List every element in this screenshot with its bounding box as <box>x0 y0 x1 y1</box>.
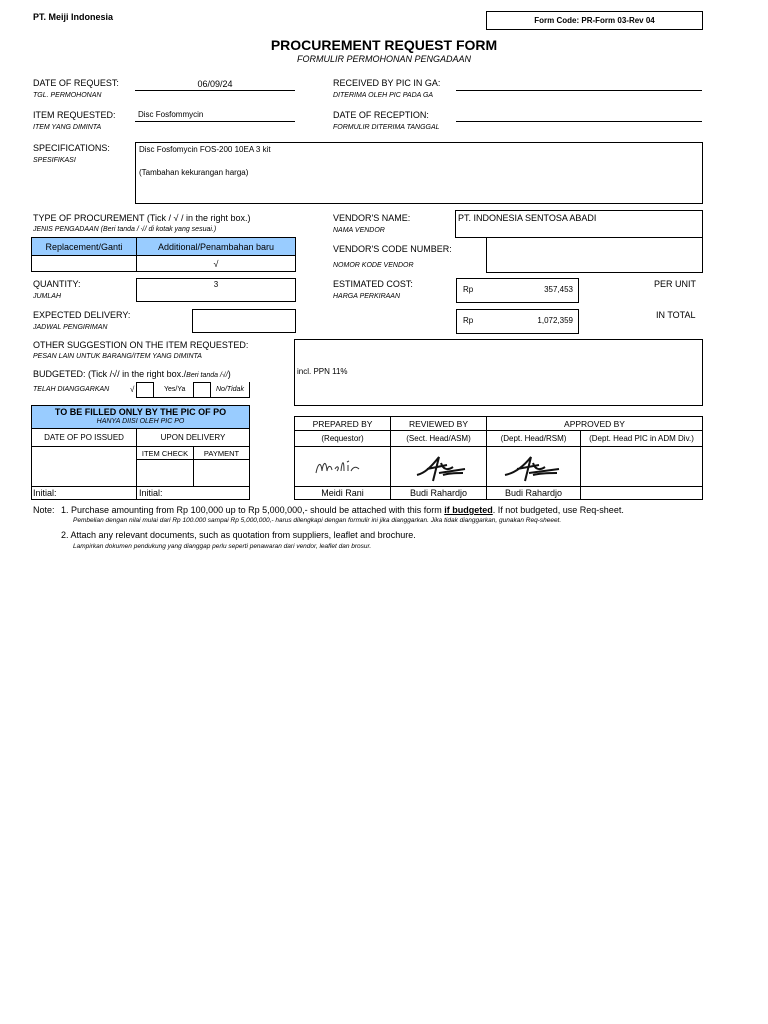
received-label: RECEIVED BY PIC IN GA: <box>333 78 441 88</box>
spec-sub: SPESIFIKASI <box>33 157 76 164</box>
in-total-label: IN TOTAL <box>656 310 696 320</box>
reviewed-name: Budi Rahardjo <box>390 486 487 500</box>
budget-yes-label: Yes/Ya <box>164 386 186 393</box>
sect-head-role: (Sect. Head/ASM) <box>390 430 487 447</box>
form-code: Form Code: PR-Form 03-Rev 04 <box>486 11 703 30</box>
cost-sub: HARGA PERKIRAAN <box>333 293 401 300</box>
suggestion-sub: PESAN LAIN UNTUK BARANG/ITEM YANG DIMINTA <box>33 353 202 360</box>
approved-name: Budi Rahardjo <box>486 486 581 500</box>
reception-label: DATE OF RECEPTION: <box>333 110 429 120</box>
quantity-value: 3 <box>213 280 219 289</box>
po-date-issued-header: DATE OF PO ISSUED <box>31 428 137 447</box>
additional-header: Additional/Penambahan baru <box>136 237 296 256</box>
note-1-emphasis: if budgeted <box>444 505 493 515</box>
spec-line1: Disc Fosfomycin FOS-200 10EA 3 kit <box>139 145 271 154</box>
note-1-sub: Pembelian dengan nilai mulai dari Rp 100.000 sampai Rp 5,000,000,- harus dilengkapi dengan formulir ini jika dianggarkan. Jika tidak dianggarkan, gunakan Req-sheeet. <box>73 517 562 524</box>
per-unit-label: PER UNIT <box>654 279 697 289</box>
prepared-signature-cell[interactable] <box>294 446 391 487</box>
budget-no-checkbox[interactable] <box>193 382 211 398</box>
dept-head-role: (Dept. Head/RSM) <box>486 430 581 447</box>
suggestion-label: OTHER SUGGESTION ON THE ITEM REQUESTED: <box>33 340 249 350</box>
approved-adm-name[interactable] <box>580 486 703 500</box>
approved-signature-cell[interactable] <box>486 446 581 487</box>
po-title: TO BE FILLED ONLY BY THE PIC OF PO <box>54 407 227 417</box>
budget-no-label: No/Tidak <box>216 386 244 393</box>
vendor-name-sub: NAMA VENDOR <box>333 227 385 234</box>
vendor-code-sub: NOMOR KODE VENDOR <box>333 262 414 269</box>
budget-label-close: ) <box>227 369 231 379</box>
item-requested-value: Disc Fosfommycin <box>138 110 204 119</box>
signature-meidi <box>313 453 365 479</box>
date-request-field[interactable] <box>135 79 295 91</box>
reviewed-signature-cell[interactable] <box>390 446 487 487</box>
po-date-issued-cell[interactable] <box>31 446 137 487</box>
unit-cost-field[interactable] <box>456 278 579 303</box>
procurement-type-label: TYPE OF PROCUREMENT (Tick / √ / in the right box.) <box>33 213 251 223</box>
po-initial-1: Initial: <box>33 488 57 498</box>
additional-checkbox[interactable]: √ <box>136 255 296 272</box>
received-sub: DITERIMA OLEH PIC PADA GA <box>333 92 434 99</box>
prepared-by-header: PREPARED BY <box>294 416 391 431</box>
approved-by-header: APPROVED BY <box>486 416 703 431</box>
unit-currency: Rp <box>463 285 474 294</box>
budget-label-italic: Beri tanda /√/ <box>186 372 228 379</box>
total-cost-value: 1,072,359 <box>537 316 573 325</box>
budget-label <box>33 369 231 379</box>
date-request-value: 06/09/24 <box>197 79 233 89</box>
po-upon-delivery-header: UPON DELIVERY <box>136 428 250 447</box>
form-title: PROCUREMENT REQUEST FORM <box>270 37 498 53</box>
budget-label-text: BUDGETED: (Tick /√/ in the right box./ <box>33 369 187 379</box>
vendor-name-value: PT. INDONESIA SENTOSA ABADI <box>458 213 597 223</box>
dept-head-adm-role: (Dept. Head PIC in ADM Div.) <box>580 430 703 447</box>
budget-tick: √ <box>130 385 135 394</box>
po-initial-2: Initial: <box>139 488 163 498</box>
company-name: PT. Meiji Indonesia <box>33 12 114 22</box>
quantity-sub: JUMLAH <box>33 293 62 300</box>
budget-rightline <box>249 382 250 398</box>
vendor-code-field[interactable] <box>486 237 703 273</box>
note-2-sub: Lampirkan dokumen pendukung yang dianggap perlu seperti penawaran dari vendor, leaflet dan brosur. <box>73 543 372 550</box>
vendor-name-label: VENDOR'S NAME: <box>333 213 411 223</box>
note-1 <box>61 505 624 515</box>
note-2: 2. Attach any relevant documents, such as quotation from suppliers, leaflet and brochure. <box>61 530 416 540</box>
reception-field[interactable] <box>456 110 702 122</box>
budget-yes-checkbox[interactable] <box>136 382 154 398</box>
po-item-check-cell[interactable] <box>136 459 194 487</box>
delivery-field[interactable] <box>192 309 296 333</box>
total-cost-field[interactable] <box>456 309 579 334</box>
delivery-label: EXPECTED DELIVERY: <box>33 310 131 320</box>
vendor-name-field[interactable] <box>455 210 703 238</box>
received-field[interactable] <box>456 79 702 91</box>
item-requested-field[interactable] <box>135 110 295 122</box>
note-prefix: Note: <box>33 505 55 515</box>
requestor-role: (Requestor) <box>294 430 391 447</box>
budget-sub: TELAH DIANGGARKAN <box>33 386 110 393</box>
note-1-text: 1. Purchase amounting from Rp 100,000 up to Rp 5,000,000,- should be attached with this form <box>61 505 445 515</box>
date-request-sub: TGL. PERMOHONAN <box>33 92 102 99</box>
quantity-field[interactable] <box>136 278 296 302</box>
date-request-label: DATE OF REQUEST: <box>33 78 119 88</box>
po-initial-cell-1[interactable] <box>31 486 137 500</box>
prepared-name: Meidi Rani <box>294 486 391 500</box>
po-header <box>31 405 250 429</box>
spec-line2: (Tambahan kekurangan harga) <box>139 168 249 177</box>
note-1-end: . If not budgeted, use Req-sheet. <box>492 505 624 515</box>
po-payment-header: PAYMENT <box>193 446 250 460</box>
cost-label: ESTIMATED COST: <box>333 279 413 289</box>
po-payment-cell[interactable] <box>193 459 250 487</box>
spec-field[interactable] <box>135 142 703 204</box>
po-initial-cell-2[interactable] <box>136 486 250 500</box>
approved-adm-signature-cell[interactable] <box>580 446 703 487</box>
unit-cost-value: 357,453 <box>544 285 573 294</box>
delivery-sub: JADWAL PENGIRIMAN <box>33 324 108 331</box>
replacement-checkbox[interactable] <box>31 255 137 272</box>
spec-label: SPECIFICATIONS: <box>33 143 110 153</box>
item-requested-label: ITEM REQUESTED: <box>33 110 116 120</box>
budget-underline <box>136 397 250 398</box>
item-requested-sub: ITEM YANG DIMINTA <box>33 124 102 131</box>
procurement-type-sub: JENIS PENGADAAN (Beri tanda / √/ di kotak yang sesuai.) <box>33 226 217 233</box>
quantity-label: QUANTITY: <box>33 279 81 289</box>
suggestion-field[interactable] <box>294 339 703 406</box>
form-subtitle: FORMULIR PERMOHONAN PENGADAAN <box>296 54 472 64</box>
reception-sub: FORMULIR DITERIMA TANGGAL <box>333 124 440 131</box>
total-currency: Rp <box>463 316 474 325</box>
suggestion-value: incl. PPN 11% <box>297 367 348 376</box>
signature-budi-2 <box>503 453 563 483</box>
po-item-check-header: ITEM CHECK <box>136 446 194 460</box>
signature-budi-1 <box>413 453 469 483</box>
replacement-header: Replacement/Ganti <box>31 237 137 256</box>
po-sub: HANYA DIISI OLEH PIC PO <box>96 418 185 425</box>
reviewed-by-header: REVIEWED BY <box>390 416 487 431</box>
vendor-code-label: VENDOR'S CODE NUMBER: <box>333 244 452 254</box>
